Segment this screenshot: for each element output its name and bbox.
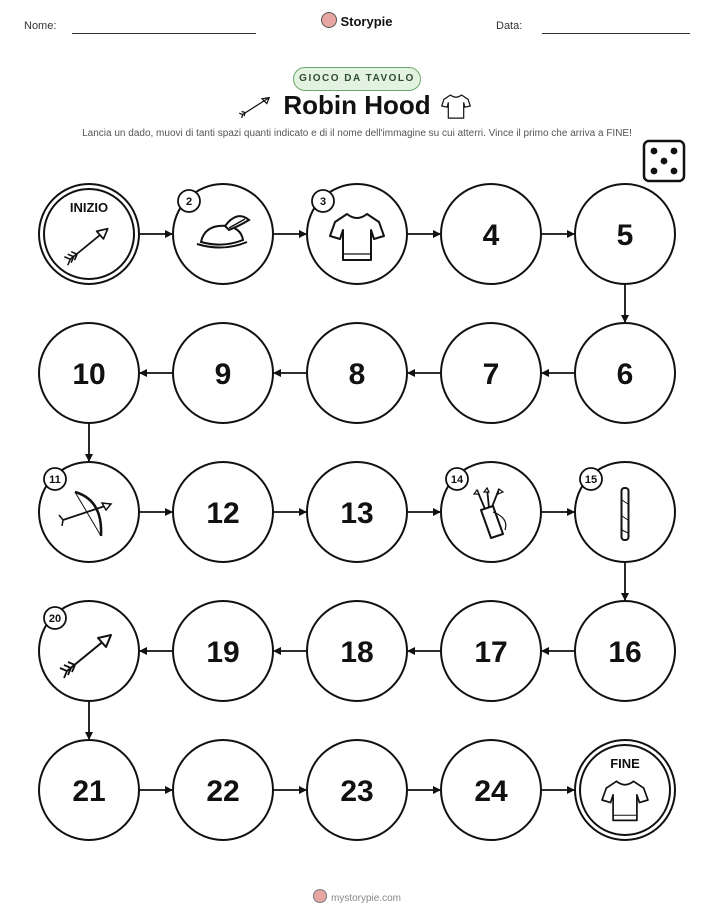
space-number-badge: 20 [48, 613, 62, 625]
space-number: 8 [348, 358, 366, 391]
space-number: 6 [616, 358, 634, 391]
board-space-15[interactable] [575, 462, 675, 562]
space-number-badge: 15 [584, 474, 598, 486]
footer-url: mystorypie.com [330, 893, 401, 904]
board-space-10[interactable] [39, 323, 139, 423]
space-number: 9 [214, 358, 232, 391]
space-number: 23 [340, 775, 374, 808]
board-space-6[interactable] [575, 323, 675, 423]
staff-icon [622, 488, 629, 540]
board-space-8[interactable] [307, 323, 407, 423]
board-space-18[interactable] [307, 601, 407, 701]
space-number: 7 [482, 358, 500, 391]
title-tunic-icon [442, 95, 471, 118]
page-title: Robin Hood [283, 90, 431, 120]
space-number: 24 [474, 775, 508, 808]
start-space[interactable] [39, 184, 139, 284]
space-number: 21 [72, 775, 106, 808]
board-space-24[interactable] [441, 740, 541, 840]
start-label: INIZIO [69, 200, 109, 215]
board-space-2[interactable] [173, 184, 273, 284]
board-space-13[interactable] [307, 462, 407, 562]
game-type-badge: GIOCO DA TAVOLO [293, 67, 421, 91]
space-number: 19 [206, 636, 240, 669]
instructions: Lancia un dado, muovi di tanti spazi quanti indicato e di il nome dell'immagine su cui atterri. Vince il primo che arriva a FINE! [82, 128, 632, 139]
space-number-badge: 14 [450, 474, 464, 486]
board-space-9[interactable] [173, 323, 273, 423]
name-label: Nome: [24, 20, 57, 32]
date-label: Data: [496, 20, 523, 32]
board-space-23[interactable] [307, 740, 407, 840]
title-arrow-icon [239, 98, 269, 118]
space-number: 13 [340, 497, 374, 530]
storypie-logo-icon [313, 889, 327, 903]
board-space-17[interactable] [441, 601, 541, 701]
board-space-14[interactable] [441, 462, 541, 562]
space-number-badge: 11 [49, 474, 61, 486]
space-number: 12 [206, 497, 240, 530]
space-number-badge: 2 [185, 196, 193, 208]
board-space-7[interactable] [441, 323, 541, 423]
space-number: 22 [206, 775, 240, 808]
board-space-22[interactable] [173, 740, 273, 840]
space-number: 17 [474, 636, 508, 669]
footer [0, 889, 714, 904]
board-space-19[interactable] [173, 601, 273, 701]
board-space-11[interactable] [39, 462, 139, 562]
space-number-badge: 3 [319, 196, 327, 208]
space-number: 16 [608, 636, 642, 669]
board-space-5[interactable] [575, 184, 675, 284]
board-space-20[interactable] [39, 601, 139, 701]
board-space-16[interactable] [575, 601, 675, 701]
board-space-21[interactable] [39, 740, 139, 840]
dice-five-icon [644, 141, 684, 181]
board-space-12[interactable] [173, 462, 273, 562]
brand-name: Storypie [340, 14, 393, 29]
board-space-4[interactable] [441, 184, 541, 284]
finish-label: FINE [610, 756, 640, 771]
board-space-3[interactable] [307, 184, 407, 284]
space-number: 10 [72, 358, 106, 391]
space-number: 4 [482, 219, 500, 252]
finish-space[interactable] [575, 740, 675, 840]
space-number: 18 [340, 636, 374, 669]
space-number: 5 [616, 219, 634, 252]
